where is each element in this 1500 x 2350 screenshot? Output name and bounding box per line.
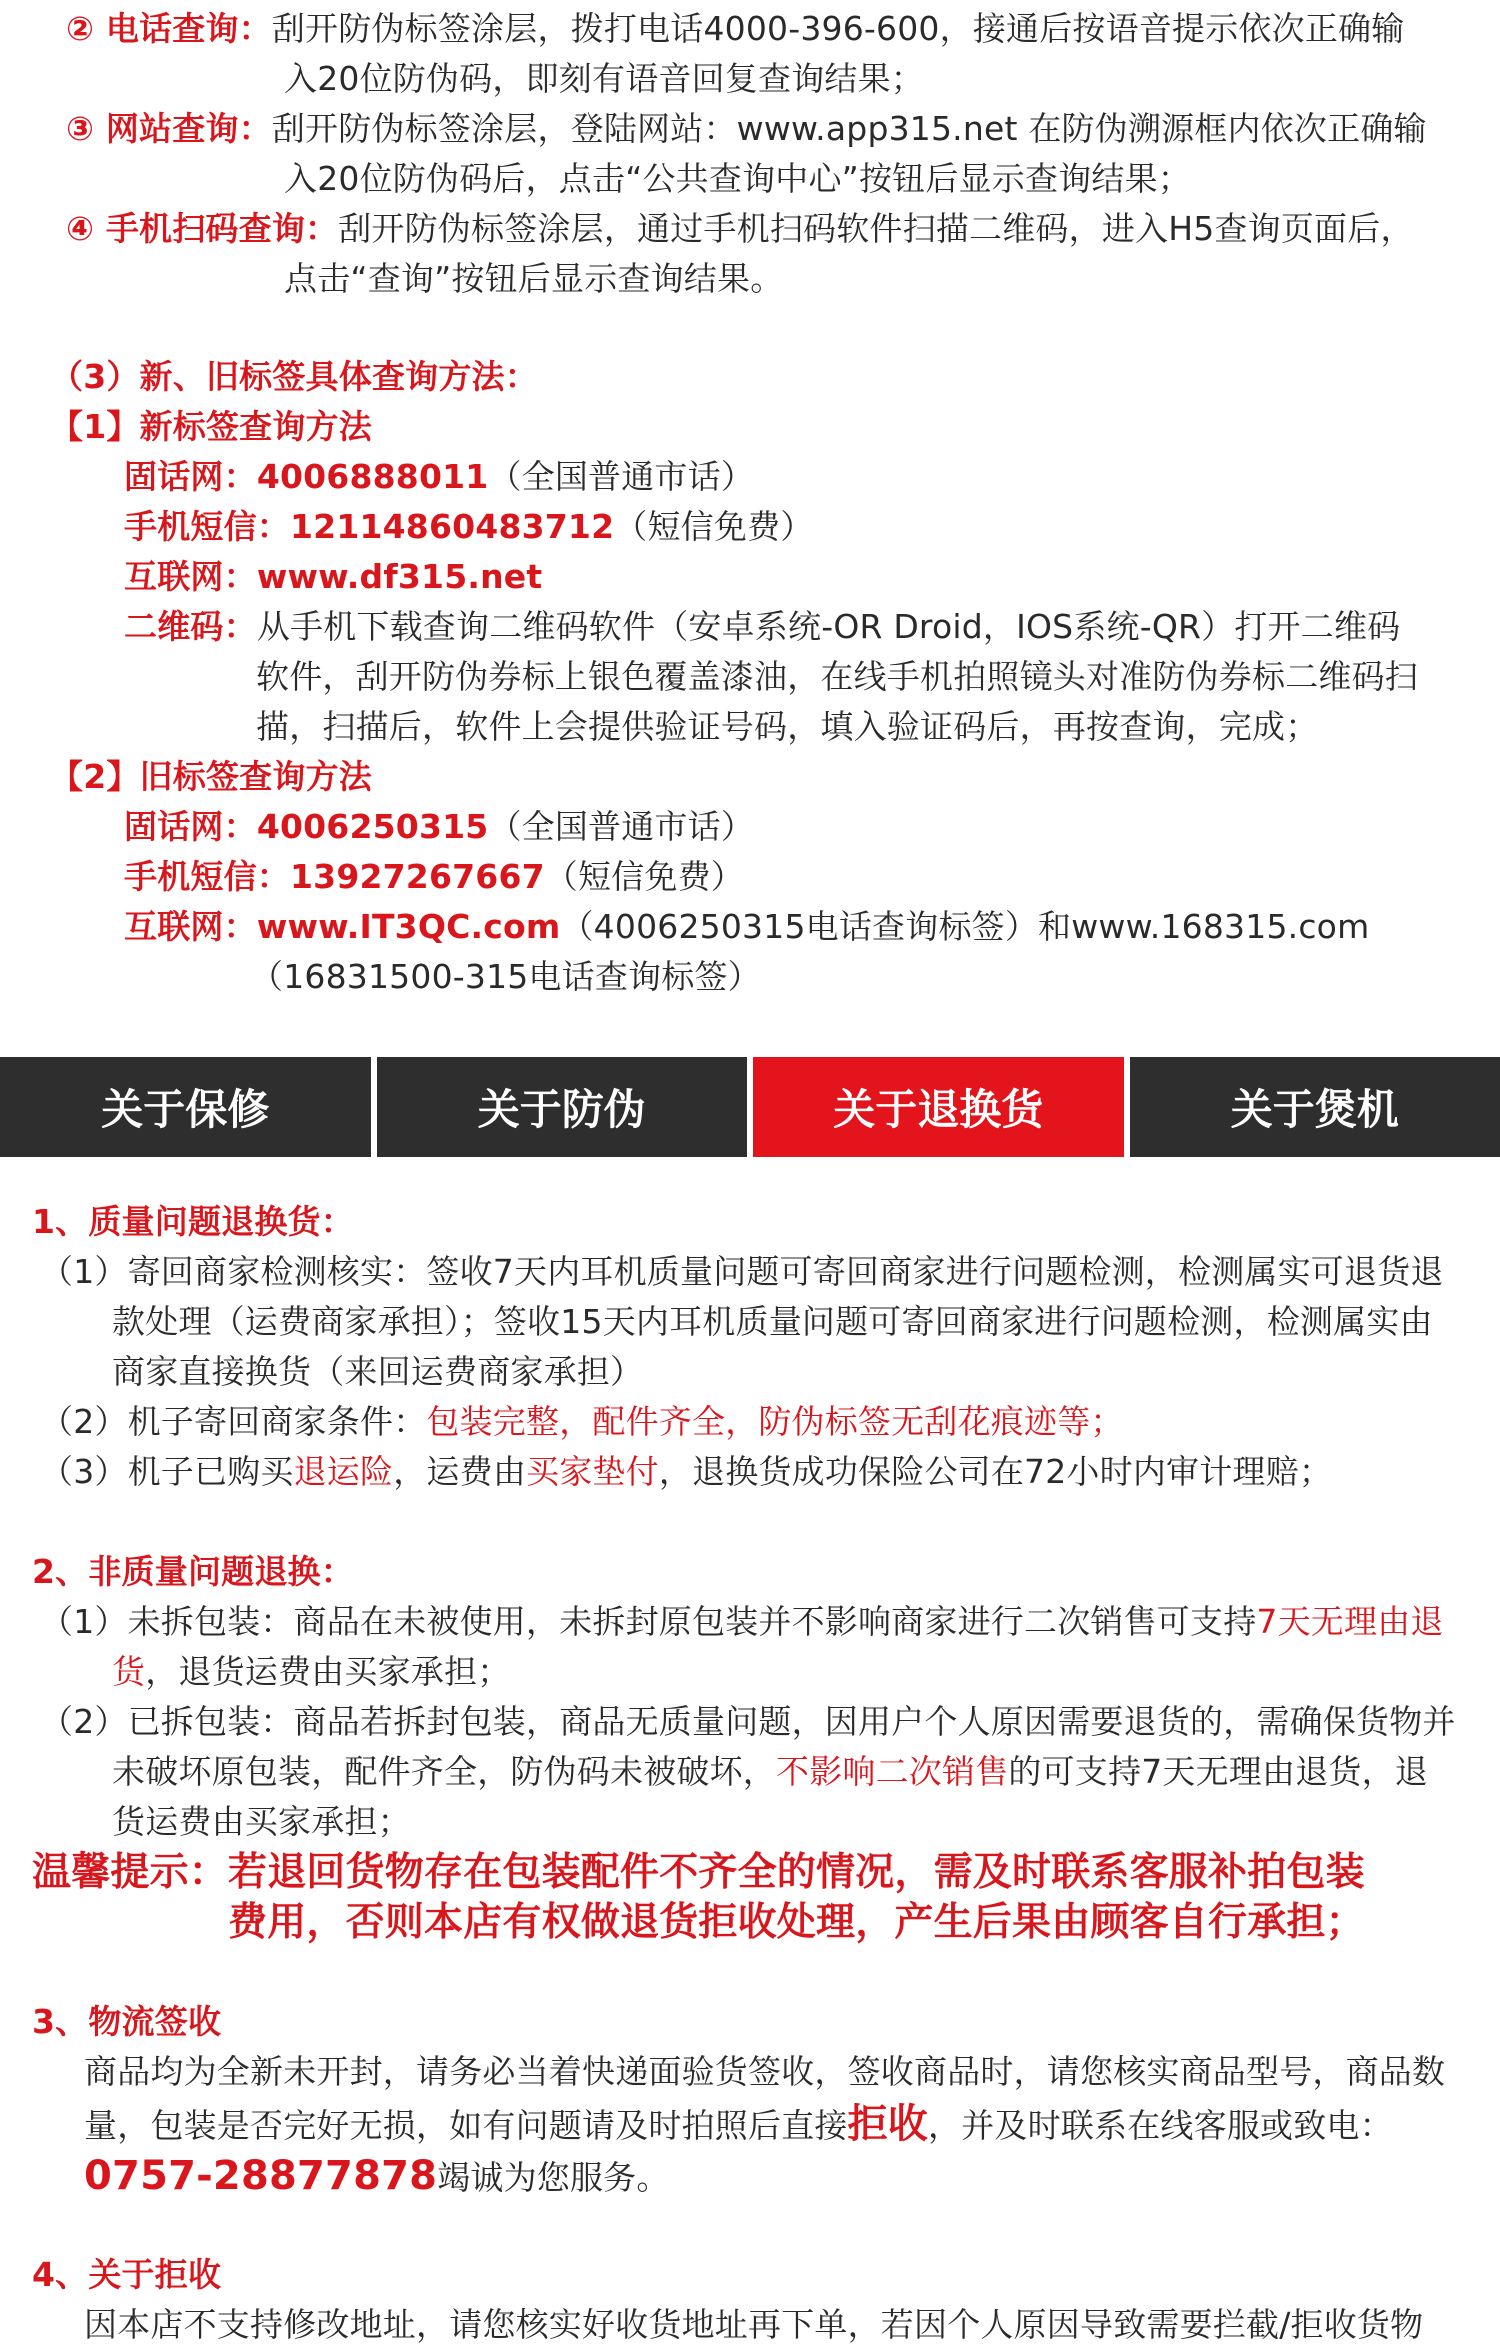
s1-title: 1、质量问题退换货： (32, 1197, 354, 1247)
tab-anti-counterfeit[interactable]: 关于防伪 (377, 1057, 754, 1157)
new-qr-cont1: 软件，刮开防伪券标上银色覆盖漆油，在线手机拍照镜头对准防伪券标二维码扫 (256, 652, 1418, 702)
new-landline: 固话网：4006888011（全国普通市话） (124, 452, 754, 502)
new-qr: 二维码：从手机下载查询二维码软件（安卓系统-OR Droid，IOS系统-QR）打开二维码 (124, 602, 1400, 652)
s1-p1-l1: （1）寄回商家检测核实：签收7天内耳机质量问题可寄回商家进行问题检测，检测属实可退货退 (40, 1247, 1444, 1297)
s4-title: 4、关于拒收 (32, 2250, 221, 2300)
s3-l1: 商品均为全新未开封，请务必当着快递面验货签收，签收商品时，请您核实商品型号，商品数 (84, 2047, 1445, 2097)
method-phone: ② 电话查询：刮开防伪标签涂层，拨打电话4000-396-600，接通后按语音提示依次正确输 (66, 4, 1404, 54)
new-web: 互联网：www.df315.net (124, 552, 542, 602)
s1-p2: （2）机子寄回商家条件：包装完整，配件齐全，防伪标签无刮花痕迹等； (40, 1397, 1124, 1447)
service-phone: 0757-28877878 (84, 2153, 437, 2199)
method-phone-cont: 入20位防伪码，即刻有语音回复查询结果； (284, 54, 924, 104)
tab-warranty[interactable]: 关于保修 (0, 1057, 377, 1157)
method-scan: ④ 手机扫码查询：刮开防伪标签涂层，通过手机扫码软件扫描二维码，进入H5查询页面后， (66, 204, 1414, 254)
new-qr-cont2: 描，扫描后，软件上会提供验证号码，填入验证码后，再按查询，完成； (256, 702, 1318, 752)
new-label-title: 【1】新标签查询方法 (50, 402, 372, 452)
s3-l2: 量，包装是否完好无损，如有问题请及时拍照后直接拒收，并及时联系在线客服或致电： (84, 2099, 1393, 2151)
old-web-cont: （16831500-315电话查询标签） (250, 952, 761, 1002)
s2-p2-l1: （2）已拆包装：商品若拆封包装，商品无质量问题，因用户个人原因需要退货的，需确保货物并 (40, 1697, 1456, 1747)
s1-p1-l2: 款处理（运费商家承担）；签收15天内耳机质量问题可寄回商家进行问题检测，检测属实由 (112, 1297, 1433, 1347)
tab-burn-in[interactable]: 关于煲机 (1130, 1057, 1500, 1157)
new-sms: 手机短信：12114860483712（短信免费） (124, 502, 813, 552)
warm-tip-l1: 温馨提示：若退回货物存在包装配件不齐全的情况，需及时联系客服补拍包装 (32, 1848, 1365, 1898)
s1-p1-l3: 商家直接换货（来回运费商家承担） (112, 1347, 643, 1397)
section-tabs (0, 1057, 1500, 1157)
old-landline: 固话网：4006250315（全国普通市话） (124, 802, 754, 852)
old-web: 互联网：www.IT3QC.com（4006250315电话查询标签）和www.168315.com (124, 902, 1369, 952)
s2-p1-l1: （1）未拆包装：商品在未被使用，未拆封原包装并不影响商家进行二次销售可支持7天无理由退 (40, 1597, 1444, 1647)
new-web-link[interactable]: www.df315.net (257, 557, 543, 596)
old-label-title: 【2】旧标签查询方法 (50, 752, 372, 802)
warm-tip-l2: 费用，否则本店有权做退货拒收处理，产生后果由顾客自行承担； (228, 1898, 1365, 1948)
query-heading: （3）新、旧标签具体查询方法： (50, 352, 538, 402)
method-label: ② 电话查询： (66, 9, 272, 48)
s4-l1: 因本店不支持修改地址，请您核实好收货地址再下单，若因个人原因导致需要拦截/拒收货物 (84, 2300, 1423, 2350)
s3-title: 3、物流签收 (32, 1997, 221, 2047)
s2-title: 2、非质量问题退换： (32, 1547, 354, 1597)
s1-p3: （3）机子已购买退运险，运费由买家垫付，退换货成功保险公司在72小时内审计理赔； (40, 1447, 1332, 1497)
s2-p1-l2: 货，退货运费由买家承担； (112, 1647, 510, 1697)
s3-l3: 0757-28877878竭诚为您服务。 (84, 2151, 670, 2203)
method-label: ④ 手机扫码查询： (66, 209, 338, 248)
s2-p2-l3: 货运费由买家承担； (112, 1797, 411, 1847)
method-website-cont: 入20位防伪码后，点击“公共查询中心”按钮后显示查询结果； (284, 154, 1191, 204)
old-sms: 手机短信：13927267667（短信免费） (124, 852, 744, 902)
s2-p2-l2: 未破坏原包装，配件齐全，防伪码未被破坏，不影响二次销售的可支持7天无理由退货，退 (112, 1747, 1428, 1797)
method-website: ③ 网站查询：刮开防伪标签涂层，登陆网站：www.app315.net 在防伪溯源框内依次正确输 (66, 104, 1427, 154)
method-scan-cont: 点击“查询”按钮后显示查询结果。 (284, 254, 783, 304)
tab-returns[interactable]: 关于退换货 (753, 1057, 1130, 1157)
old-web-link[interactable]: www.IT3QC.com (257, 907, 561, 946)
method-label: ③ 网站查询： (66, 109, 272, 148)
